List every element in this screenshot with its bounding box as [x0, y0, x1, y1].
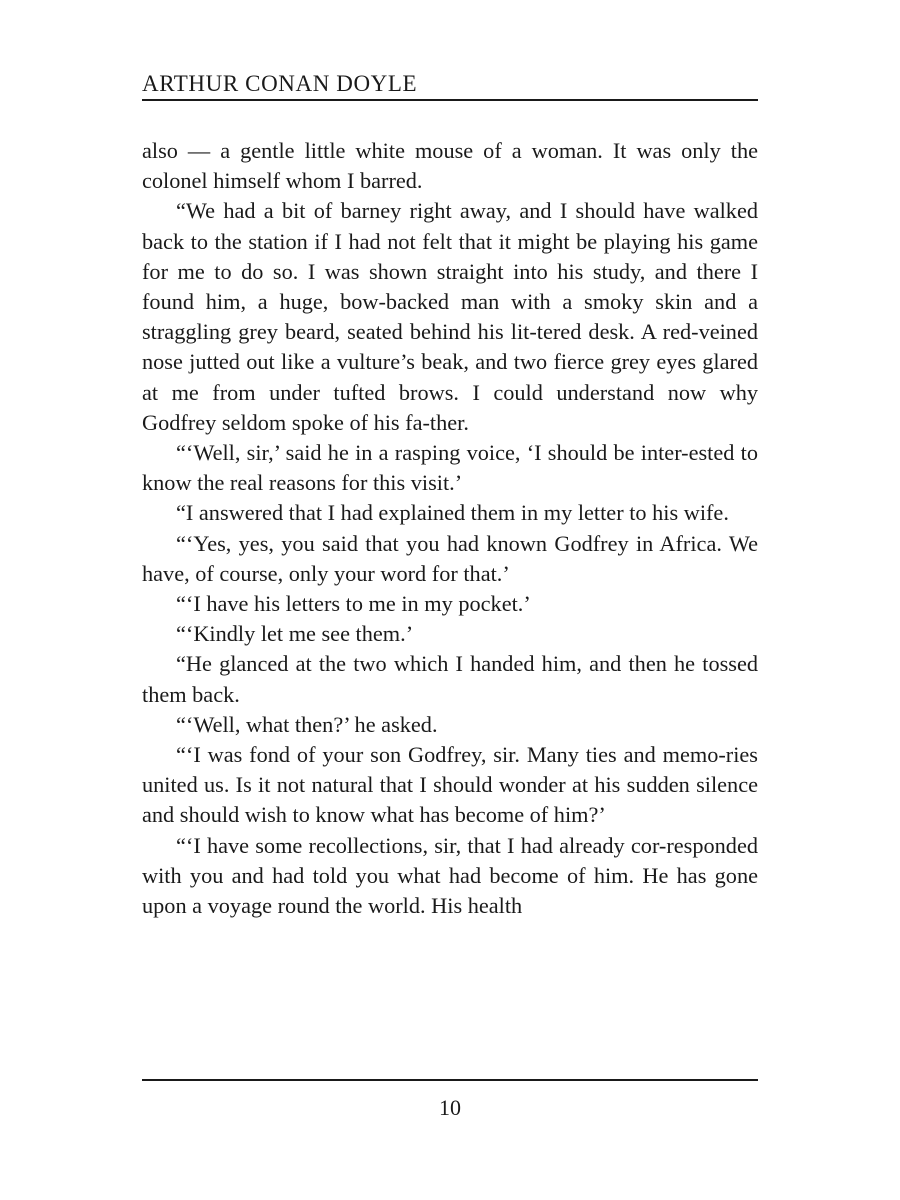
header-rule: [142, 99, 758, 101]
paragraph: “We had a bit of barney right away, and I should have walked back to the station if I had not felt that it might be playing his game for me to do so. I was shown straight into his study, and there I found him, a huge, bow-backed man with a smoky skin and a straggling grey beard, seated behind his lit-tered desk. A red-veined nose jutted out like a vulture’s beak, and two fierce grey eyes glared at me from under tufted brows. I could understand now why Godfrey seldom spoke of his fa-ther.: [142, 198, 758, 435]
footer-rule: [142, 1079, 758, 1081]
page-number: 10: [439, 1095, 461, 1120]
paragraph: “I answered that I had explained them in my letter to his wife.: [176, 500, 729, 526]
body-text: [142, 136, 758, 921]
paragraph: “He glanced at the two which I handed him, and then he tossed them back.: [142, 651, 758, 707]
paragraph: “‘Kindly let me see them.’: [176, 621, 414, 647]
running-head: ARTHUR CONAN DOYLE: [142, 71, 418, 96]
paragraph: also — a gentle little white mouse of a woman. It was only the colonel himself whom I barred.: [142, 138, 758, 194]
paragraph: “‘Well, sir,’ said he in a rasping voice, ‘I should be inter-ested to know the real reasons for this visit.’: [142, 440, 758, 496]
paragraph: “‘Yes, yes, you said that you had known Godfrey in Africa. We have, of course, only your word for that.’: [142, 530, 758, 586]
paragraph: “‘I was fond of your son Godfrey, sir. Many ties and memo-ries united us. Is it not natural that I should wonder at his sudden silence and should wish to know what has become of him?’: [142, 742, 758, 828]
paragraph: “‘I have some recollections, sir, that I had already cor-responded with you and had told you what had become of him. He has gone upon a voyage round the world. His health: [142, 832, 758, 919]
paragraph: “‘I have his letters to me in my pocket.’: [176, 591, 531, 617]
paragraph: “‘Well, what then?’ he asked.: [176, 711, 438, 737]
